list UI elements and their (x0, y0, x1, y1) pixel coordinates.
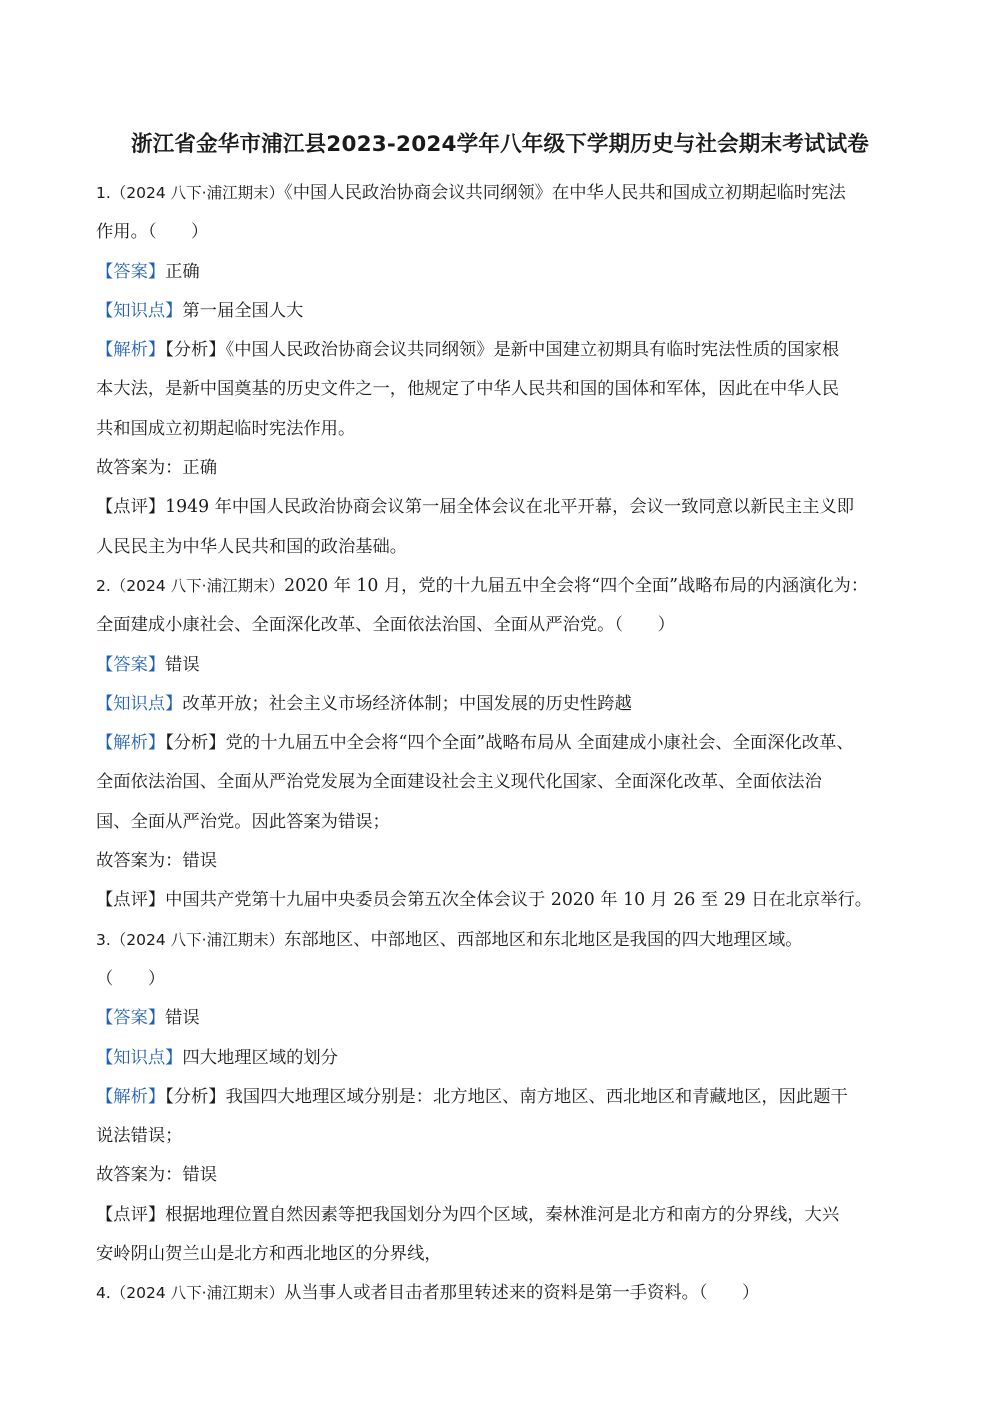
analysis-label: 【解析】 (96, 1086, 166, 1107)
knowledge-label: 【知识点】 (96, 693, 183, 714)
answer-value: 正确 (165, 261, 200, 282)
result-line: 故答案为：错误 (96, 1165, 217, 1186)
result-line: 故答案为：正确 (96, 458, 217, 479)
analysis-continued: 说法错误； (96, 1126, 183, 1147)
question-stem-continued: 作用。（ ） (96, 222, 209, 243)
fenxi-label: 【分析】 (165, 340, 226, 361)
fenxi-label: 【分析】 (165, 1086, 226, 1107)
question-stem: 2.（2024 八下·浦江期末）2020 年 10 月，党的十九届五中全会将“四个全面”战略布局的内涵演化为： (96, 575, 869, 596)
review-continued: 人民民主为中华人民共和国的政治基础。 (96, 536, 408, 557)
analysis-label: 【解析】 (96, 733, 166, 754)
question-1 (96, 174, 904, 567)
knowledge-label: 【知识点】 (96, 300, 183, 321)
answer-value: 错误 (165, 1008, 200, 1029)
answer-line (96, 253, 904, 292)
analysis-continued: 本大法，是新中国奠基的历史文件之一，他规定了中华人民共和国的国体和军体，因此在中华人民 (96, 379, 840, 400)
analysis-line: 【解析】【分析】我国四大地理区域分别是：北方地区、南方地区、西北地区和青藏地区，因此题干 (96, 1086, 848, 1107)
review-label: 【点评】 (96, 1204, 166, 1225)
answer-line (96, 646, 904, 685)
analysis-continued: 全面依法治国、全面从严治党发展为全面建设社会主义现代化国家、全面深化改革、全面依法治 (96, 772, 822, 793)
review-line: 【点评】中国共产党第十九届中央委员会第五次全体会议于 2020 年 10 月 26 至 29 日在北京举行。 (96, 890, 873, 911)
analysis-line: 【解析】【分析】《中国人民政治协商会议共同纲领》是新中国建立初期具有临时宪法性质的国家根 (96, 340, 840, 361)
knowledge-value: 四大地理区域的划分 (182, 1047, 338, 1068)
question-stem-continued: （ ） (96, 968, 166, 989)
question-stem: 3.（2024 八下·浦江期末）东部地区、中部地区、西部地区和东北地区是我国的四大地理区域。 (96, 929, 803, 950)
analysis-continued: 共和国成立初期起临时宪法作用。 (96, 418, 356, 439)
answer-line (96, 999, 904, 1038)
question-stem-continued: 全面建成小康社会、全面深化改革、全面依法治国、全面从严治党。（ ） (96, 615, 675, 636)
page-title: 浙江省金华市浦江县2023-2024学年八年级下学期历史与社会期末考试试卷 (130, 132, 869, 157)
analysis-label: 【解析】 (96, 340, 166, 361)
review-line: 【点评】根据地理位置自然因素等把我国划分为四个区域，秦林淮河是北方和南方的分界线，大兴 (96, 1204, 840, 1225)
question-stem: 1.（2024 八下·浦江期末）《中国人民政治协商会议共同纲领》在中华人民共和国成立初期起临时宪法 (96, 183, 846, 203)
question-stem: 4.（2024 八下·浦江期末）从当事人或者目击者那里转述来的资料是第一手资料。（ ） (96, 1283, 760, 1304)
answer-value: 错误 (165, 654, 200, 675)
review-label: 【点评】 (96, 890, 166, 911)
question-3 (96, 921, 904, 1275)
fenxi-label: 【分析】 (165, 733, 226, 754)
analysis-line: 【解析】【分析】党的十九届五中全会将“四个全面”战略布局从 全面建成小康社会、全面深化改革、 (96, 733, 854, 754)
knowledge-label: 【知识点】 (96, 1047, 183, 1068)
knowledge-line (96, 1039, 904, 1078)
answer-label: 【答案】 (96, 261, 166, 282)
review-continued: 安岭阴山贺兰山是北方和西北地区的分界线， (96, 1244, 442, 1265)
answer-label: 【答案】 (96, 654, 166, 675)
result-line: 故答案为：错误 (96, 851, 217, 872)
knowledge-value: 第一届全国人大 (182, 300, 304, 321)
knowledge-value: 改革开放；社会主义市场经济体制；中国发展的历史性跨越 (182, 693, 632, 714)
question-2 (96, 567, 904, 921)
analysis-continued: 国、全面从严治党。因此答案为错误； (96, 811, 390, 832)
review-label: 【点评】 (96, 497, 166, 518)
review-line: 【点评】1949 年中国人民政治协商会议第一届全体会议在北平开幕，会议一致同意以新民主主义即 (96, 497, 855, 518)
question-4 (96, 1274, 904, 1313)
knowledge-line (96, 685, 904, 724)
answer-label: 【答案】 (96, 1008, 166, 1029)
knowledge-line (96, 292, 904, 331)
